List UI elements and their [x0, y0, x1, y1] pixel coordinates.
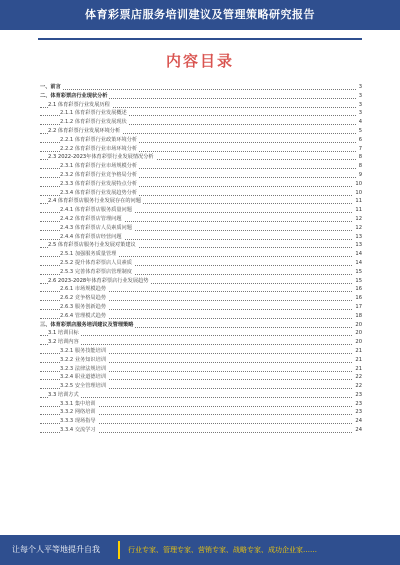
toc-entry-label: 2.4 体育彩票店服务行业发展存在的问题 — [48, 198, 141, 205]
toc-entry-page: 12 — [355, 224, 362, 231]
toc-entry-label: 2.6.2 竞争格局趋势 — [60, 295, 106, 302]
toc-entry[interactable] — [40, 250, 362, 259]
toc-entry-page: 20 — [355, 339, 362, 346]
toc-entry[interactable] — [40, 382, 362, 391]
toc-entry[interactable] — [40, 400, 362, 409]
toc-entry-page: 24 — [355, 418, 362, 425]
toc-entry-page: 20 — [355, 321, 362, 328]
toc-entry[interactable] — [40, 145, 362, 154]
toc-entry-page: 6 — [358, 136, 362, 143]
toc-entry-page: 3 — [358, 110, 362, 117]
toc-entry-label: 2.5 体育彩票店服务行业发展对策建议 — [48, 242, 136, 249]
toc-entry[interactable] — [40, 347, 362, 356]
table-of-contents — [40, 83, 362, 435]
toc-entry[interactable] — [40, 83, 362, 92]
toc-entry-label: 3.3.1 集中培训 — [60, 400, 96, 407]
toc-entry-label: 2.5.2 提升体育彩票店人员素质 — [60, 259, 132, 266]
toc-heading: 内容目录 — [165, 52, 234, 70]
toc-entry-label: 2.6 2023-2028年体育彩票店行业发展趋势 — [48, 277, 149, 284]
toc-entry-label: 三、体育彩票店服务培训建议及管理策略 — [40, 321, 134, 328]
toc-entry[interactable] — [40, 303, 362, 312]
toc-entry-page: 14 — [355, 259, 362, 266]
toc-entry-page: 16 — [355, 286, 362, 293]
toc-entry-page: 18 — [355, 312, 362, 319]
toc-entry[interactable] — [40, 224, 362, 233]
toc-entry[interactable] — [40, 285, 362, 294]
toc-entry-label: 3.3.3 现场指导 — [60, 418, 96, 425]
toc-entry-page: 7 — [358, 145, 362, 152]
header-rule — [38, 38, 362, 40]
footer-bar — [0, 535, 400, 565]
toc-entry-page: 8 — [358, 154, 362, 161]
toc-entry-page: 3 — [358, 101, 362, 108]
toc-entry-page: 3 — [358, 84, 362, 90]
toc-entry-page: 13 — [355, 233, 362, 240]
toc-entry-page: 22 — [355, 374, 362, 381]
toc-entry-label: 2.3.4 体育彩票行业发展趋势分析 — [60, 189, 138, 196]
toc-entry-page: 15 — [355, 277, 362, 284]
toc-entry-page: 11 — [355, 207, 362, 214]
toc-entry-label: 2.4.2 体育彩票店管理问题 — [60, 215, 122, 222]
toc-entry-page: 21 — [355, 365, 362, 372]
toc-entry-label: 3.2 培训内容 — [48, 339, 79, 346]
header-bar — [0, 0, 400, 30]
toc-entry-label: 二、体育彩票店行业现状分析 — [40, 92, 108, 99]
toc-entry-label: 一、前言 — [40, 84, 61, 90]
toc-entry-label: 2.6.4 管理模式趋势 — [60, 312, 106, 319]
toc-entry[interactable] — [40, 312, 362, 321]
dot-leader — [40, 89, 362, 90]
toc-entry-label: 2.1 体育彩票行业发展历程 — [48, 101, 110, 108]
toc-entry-label: 2.4.4 体育彩票店经营问题 — [60, 233, 122, 240]
toc-entry-label: 2.4.1 体育彩票店服务质量问题 — [60, 207, 132, 214]
toc-entry[interactable] — [40, 215, 362, 224]
toc-entry-page: 15 — [355, 268, 362, 275]
toc-entry-page: 10 — [355, 180, 362, 187]
toc-entry-page: 21 — [355, 356, 362, 363]
toc-entry[interactable] — [40, 373, 362, 382]
footer-slogan: 让每个人平等地提升自我 — [12, 545, 100, 554]
toc-entry[interactable] — [40, 321, 362, 330]
toc-entry[interactable] — [40, 426, 362, 435]
toc-entry-label: 3.3.4 交流学习 — [60, 427, 96, 434]
toc-entry-page: 23 — [355, 391, 362, 398]
toc-entry-label: 2.2.1 体育彩票行业政策环境分析 — [60, 136, 138, 143]
toc-entry[interactable] — [40, 127, 362, 136]
toc-entry-label: 2.3.1 体育彩票行业市场规模分析 — [60, 163, 138, 170]
toc-entry-label: 2.3.3 体育彩票行业发展特点分析 — [60, 180, 138, 187]
toc-entry-label: 2.1.1 体育彩票行业发展概述 — [60, 110, 127, 117]
toc-entry[interactable] — [40, 101, 362, 110]
toc-entry-label: 2.6.1 市场规模趋势 — [60, 286, 106, 293]
toc-entry[interactable] — [40, 241, 362, 250]
dot-leader — [40, 335, 362, 336]
toc-entry-label: 3.2.2 业务知识培训 — [60, 356, 106, 363]
toc-entry-label: 3.1 培训目标 — [48, 330, 79, 337]
toc-entry-page: 24 — [355, 427, 362, 434]
footer-divider — [118, 541, 120, 559]
toc-entry[interactable] — [40, 277, 362, 286]
toc-entry-label: 2.2 体育彩票行业发展环境分析 — [48, 127, 121, 134]
toc-entry[interactable] — [40, 233, 362, 242]
toc-entry-page: 20 — [355, 330, 362, 337]
toc-entry[interactable] — [40, 162, 362, 171]
toc-entry-page: 11 — [355, 198, 362, 205]
toc-entry[interactable] — [40, 259, 362, 268]
toc-entry-page: 22 — [355, 383, 362, 390]
toc-entry[interactable] — [40, 197, 362, 206]
document-title: 体育彩票店服务培训建议及管理策略研究报告 — [85, 8, 315, 21]
toc-entry[interactable] — [40, 171, 362, 180]
toc-entry-label: 2.6.3 服务创新趋势 — [60, 303, 106, 310]
toc-entry-label: 2.5.1 加强服务质量管理 — [60, 251, 117, 258]
toc-entry-label: 3.2.5 安全管理培训 — [60, 383, 106, 390]
toc-entry[interactable] — [40, 180, 362, 189]
toc-entry[interactable] — [40, 268, 362, 277]
toc-entry[interactable] — [40, 153, 362, 162]
toc-entry-label: 3.2.4 职业道德培训 — [60, 374, 106, 381]
toc-entry-page: 12 — [355, 215, 362, 222]
toc-entry[interactable] — [40, 92, 362, 101]
toc-entry-page: 13 — [355, 242, 362, 249]
dot-leader — [40, 397, 362, 398]
toc-entry[interactable] — [40, 206, 362, 215]
toc-entry-page: 10 — [355, 189, 362, 196]
toc-entry[interactable] — [40, 338, 362, 347]
toc-entry-page: 14 — [355, 251, 362, 258]
toc-entry[interactable] — [40, 294, 362, 303]
toc-entry-label: 2.3.2 体育彩票行业竞争格局分析 — [60, 171, 138, 178]
toc-entry-page: 23 — [355, 400, 362, 407]
footer-experts: 行业专家、管理专家、营销专家、战略专家、成功企业家…… — [128, 546, 317, 554]
toc-entry[interactable] — [40, 136, 362, 145]
toc-entry-label: 2.5.3 完善体育彩票店管理制度 — [60, 268, 132, 275]
toc-entry[interactable] — [40, 118, 362, 127]
toc-entry[interactable] — [40, 408, 362, 417]
toc-entry-label: 3.3.2 网络培训 — [60, 409, 96, 416]
toc-entry-page: 4 — [358, 119, 362, 126]
toc-entry[interactable] — [40, 417, 362, 426]
toc-entry-page: 23 — [355, 409, 362, 416]
toc-entry[interactable] — [40, 189, 362, 198]
dot-leader — [40, 344, 362, 345]
toc-entry-page: 9 — [358, 171, 362, 178]
toc-entry-page: 21 — [355, 347, 362, 354]
toc-entry-page: 17 — [355, 303, 362, 310]
toc-entry-label: 3.2.3 法律法规培训 — [60, 365, 106, 372]
toc-entry-label: 2.2.2 体育彩票行业市场环境分析 — [60, 145, 138, 152]
toc-entry-page: 5 — [358, 127, 362, 134]
toc-entry-label: 2.1.2 体育彩票行业发展现状 — [60, 119, 127, 126]
toc-entry[interactable] — [40, 329, 362, 338]
toc-entry-page: 16 — [355, 295, 362, 302]
toc-entry-label: 3.2.1 服务技能培训 — [60, 347, 106, 354]
toc-entry[interactable] — [40, 356, 362, 365]
toc-entry[interactable] — [40, 365, 362, 374]
toc-entry-label: 2.3 2022-2023年体育彩票行业发展情况分析 — [48, 154, 154, 161]
toc-entry-label: 2.4.3 体育彩票店人员素质问题 — [60, 224, 132, 231]
toc-entry-page: 8 — [358, 163, 362, 170]
toc-entry-page: 3 — [358, 92, 362, 99]
toc-entry[interactable] — [40, 391, 362, 400]
toc-entry-label: 3.3 培训方式 — [48, 391, 79, 398]
toc-entry[interactable] — [40, 109, 362, 118]
